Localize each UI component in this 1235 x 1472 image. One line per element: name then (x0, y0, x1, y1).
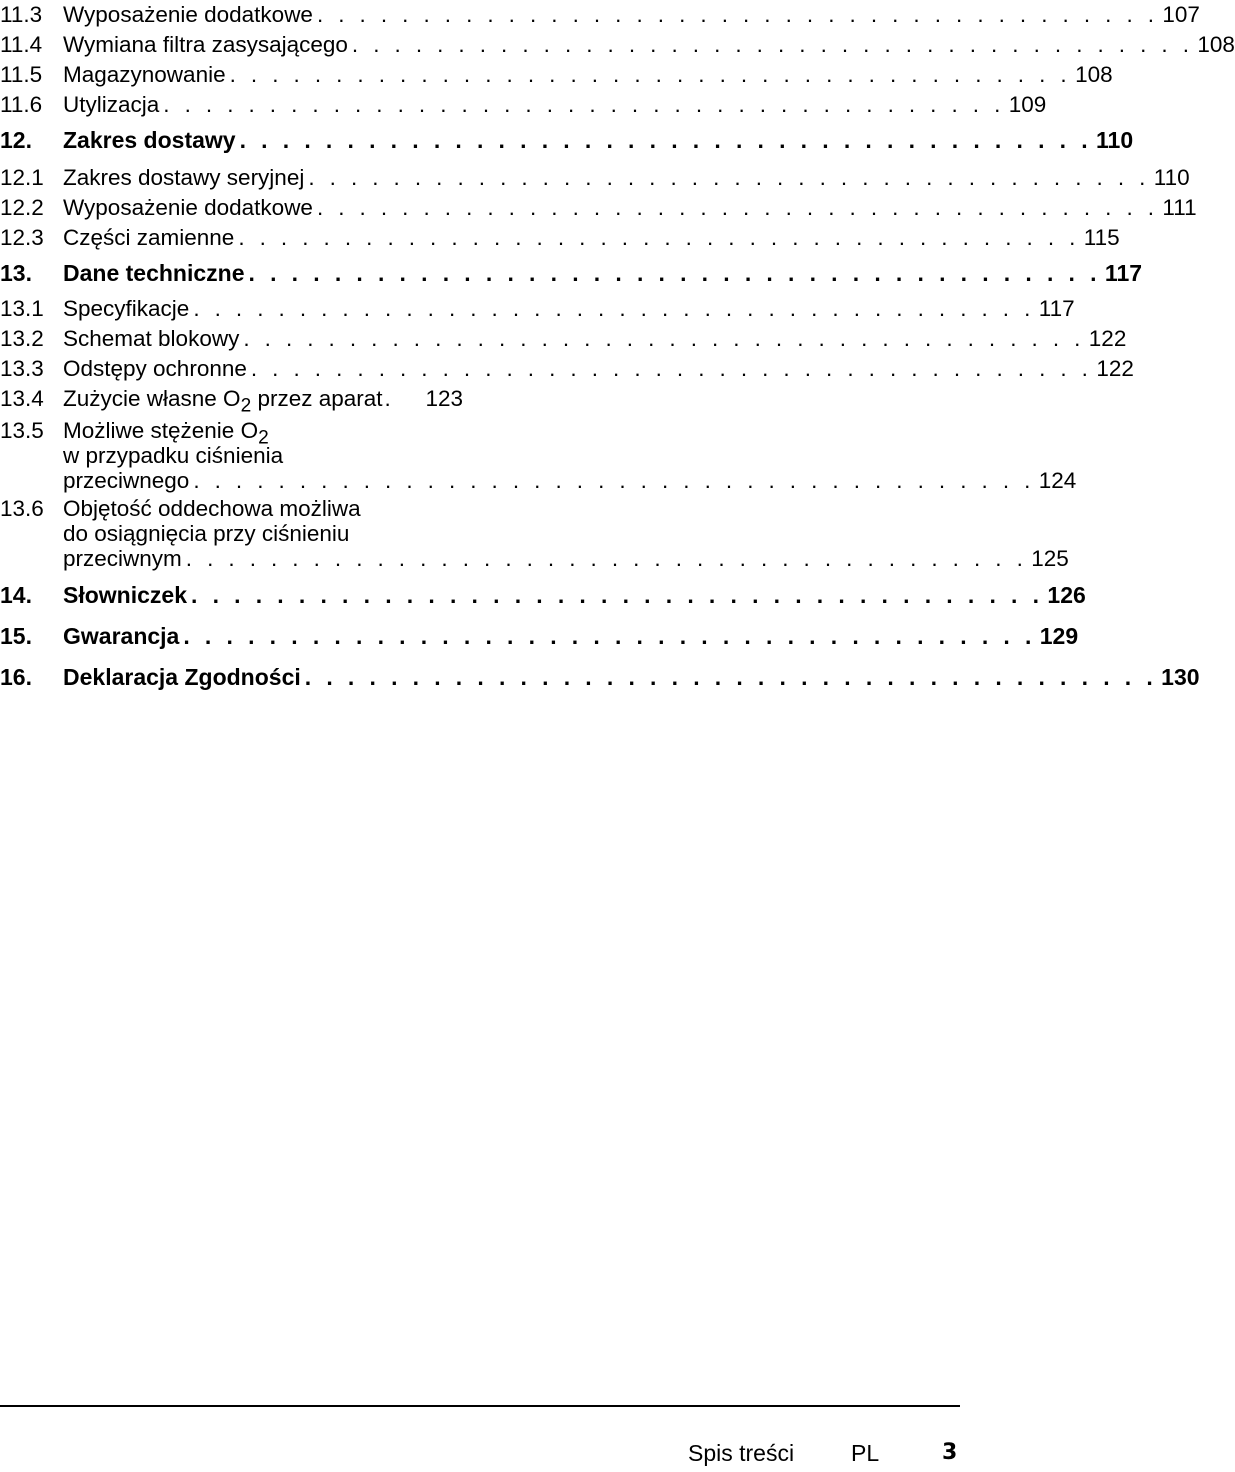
toc-entry-number: 12.2 (0, 195, 44, 220)
toc-entry-title: Magazynowanie (63, 62, 226, 87)
toc-entry-number: 13.1 (0, 296, 44, 321)
toc-entry-number: 15. (0, 623, 32, 649)
subscript: 2 (240, 395, 252, 417)
toc-entry-number: 12.3 (0, 225, 44, 250)
dot-leader: . . . . . . . . . . . . . . . . . . . . . . . . . . . . . . . . . . . . . . . . (193, 468, 1035, 493)
dot-leader: . . . . . . . . . . . . . . . . . . . . . . . . . . . . . . . . . . . . . . . . (304, 664, 1158, 690)
dot-leader: . . . . . . . . . . . . . . . . . . . . . . . . . . . . . . . . . . . . . . . . (183, 623, 1036, 649)
toc-page-number: 126 (1047, 582, 1086, 608)
toc-page-number: 115 (1083, 225, 1120, 250)
toc-page-number: 109 (1008, 92, 1047, 117)
dot-leader: . . . . . . . . . . . . . . . . . . . . . . . . . . . . . . . . . . . . . . . . (351, 32, 1194, 57)
toc-entry-title: Zakres dostawy (63, 127, 236, 153)
toc-page-number: 117 (1104, 260, 1143, 286)
toc-page-number: 124 (1038, 468, 1077, 493)
toc-page-number: 108 (1075, 62, 1113, 87)
toc-entry-number: 13.6 (0, 496, 44, 521)
toc-entry-title: Dane techniczne (63, 260, 245, 286)
toc-entry-title: przeciwnym (63, 546, 182, 571)
toc-entry-title: Objętość oddechowa możliwa (63, 496, 361, 521)
toc-entry-title: Możliwe stężenie $O_2$ (63, 418, 269, 449)
footer-divider (0, 1405, 960, 1407)
dot-leader: . . . . . . . . . . . . . . . . . . . . . . . . . . . . . . . . . . . . . . . . (248, 260, 1101, 286)
toc-entry-title: Gwarancja (63, 623, 180, 649)
toc-entry-number: 11.4 (0, 32, 43, 57)
toc-page-number: 125 (1031, 546, 1069, 571)
toc-entry-number: 11.6 (0, 92, 43, 117)
dot-leader: . . . . . . . . . . . . . . . . . . . . . . . . . . . . . . . . . . . . . . . . (308, 165, 1150, 190)
toc-page-number: 117 (1038, 296, 1075, 321)
subscript: 2 (258, 427, 269, 449)
toc-entry-title: Wymiana filtra zasysającego (63, 32, 348, 57)
toc-entry-number: 13.3 (0, 356, 44, 381)
toc-page-number: 130 (1161, 664, 1200, 690)
toc-entry-number: 13.2 (0, 326, 44, 351)
dot-leader: . . . . . . . . . . . . . . . . . . . . . . . . . . . . . . . . . . . . . . . . (250, 356, 1093, 381)
toc-page-number: 110 (1153, 165, 1190, 190)
toc-entry-number: 11.3 (0, 2, 43, 27)
footer-language: PL (851, 1440, 880, 1466)
dot-leader: . . . . . . . . . . . . . . . . . . . . . . . . . . . . . . . . . . . . . . . . (190, 582, 1044, 608)
toc-page-number: 123 (425, 386, 463, 411)
toc-entry-title: do osiągnięcia przy ciśnieniu (63, 521, 350, 546)
toc-entry-number: 14. (0, 582, 32, 608)
toc-entry-title: Zużycie własne $O_2$ przez aparat (63, 386, 383, 417)
toc-page-number: 122 (1096, 356, 1134, 381)
toc-entry-title: Specyfikacje (63, 296, 190, 321)
toc-entry-title: Schemat blokowy (63, 326, 240, 351)
toc-entry-title: Słowniczek (63, 582, 187, 608)
dot-leader: . . . . . . . . . . . . . . . . . . . . . . . . . . . . . . . . . . . . . . . . (316, 2, 1159, 27)
dot-leader: . . . . . . . . . . . . . . . . . . . . . . . . . . . . . . . . . . . . . . . . (316, 195, 1159, 220)
toc-page-number: 122 (1088, 326, 1127, 351)
toc-entry-title: w przypadku ciśnienia (63, 443, 284, 468)
toc-entry-title: Utylizacja (63, 92, 160, 117)
dot-leader: . . . . . . . . . . . . . . . . . . . . . . . . . . . . . . . . . . . . . . . . (243, 326, 1085, 351)
toc-entry-title: Wyposażenie dodatkowe (63, 195, 313, 220)
dot-leader: . . . . . . . . . . . . . . . . . . . . . . . . . . . . . . . . . . . . . . . . (193, 296, 1035, 321)
dot-leader: . . . . . . . . . . . . . . . . . . . . . . . . . . . . . . . . . . . . . . . . (163, 92, 1005, 117)
toc-entry-number: 12. (0, 127, 32, 153)
toc-entry-title: przeciwnego (63, 468, 190, 493)
toc-entry-number: 13.4 (0, 386, 44, 411)
toc-entry-number: 12.1 (0, 165, 44, 190)
dot-leader: . (384, 386, 391, 411)
footer-section-title: Spis treści (688, 1440, 795, 1466)
toc-entry-number: 13. (0, 260, 32, 286)
footer-page-number: 3 (942, 1440, 958, 1465)
toc-entry-title: Wyposażenie dodatkowe (63, 2, 313, 27)
toc-entry-number: 13.5 (0, 418, 44, 443)
toc-entry-title: Części zamienne (63, 225, 235, 250)
toc-entry-number: 16. (0, 664, 32, 690)
toc-page-number: 111 (1162, 195, 1197, 220)
dot-leader: . . . . . . . . . . . . . . . . . . . . . . . . . . . . . . . . . . . . . . . . (185, 546, 1028, 571)
toc-page-number: 129 (1039, 623, 1079, 649)
dot-leader: . . . . . . . . . . . . . . . . . . . . . . . . . . . . . . . . . . . . . . . . (239, 127, 1093, 153)
dot-leader: . . . . . . . . . . . . . . . . . . . . . . . . . . . . . . . . . . . . . . . . (229, 62, 1072, 87)
toc-page-number: 107 (1162, 2, 1200, 27)
toc-page-number: 108 (1197, 32, 1235, 57)
toc-page-number: 110 (1096, 127, 1134, 153)
dot-leader: . . . . . . . . . . . . . . . . . . . . . . . . . . . . . . . . . . . . . . . . (238, 225, 1080, 250)
toc-entry-title: Odstępy ochronne (63, 356, 247, 381)
toc-entry-title: Deklaracja Zgodności (63, 664, 301, 690)
toc-entry-title: Zakres dostawy seryjnej (63, 165, 305, 190)
toc-entry-number: 11.5 (0, 62, 43, 87)
